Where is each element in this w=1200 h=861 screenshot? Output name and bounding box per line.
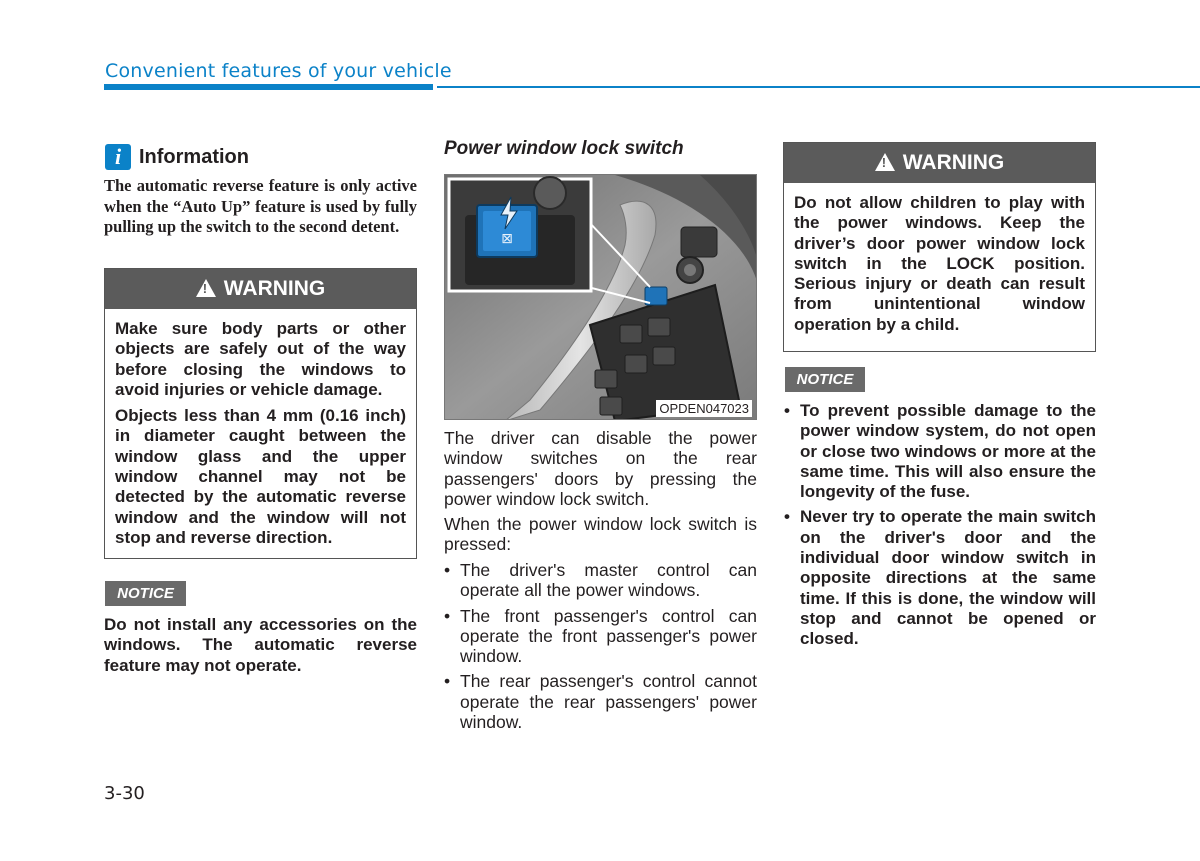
warning-paragraph: Objects less than 4 mm (0.16 inch) in diameter caught between the window glass and the upper window channel may not be detected by the automatic reverse window and the window will not stop and reverse direction. <box>115 406 406 547</box>
notice-bullet-list <box>784 401 1096 655</box>
list-item: • To prevent possible damage to the power window system, do not open or close two windows or more at the same time. This will also ensure the longevity of the fuse. <box>784 401 1096 502</box>
door-panel-illustration <box>445 175 757 420</box>
section-bullet-list <box>444 560 757 737</box>
warning-bar <box>105 269 416 309</box>
notice-text-left: Do not install any accessories on the windows. The automatic reverse feature may not operate. <box>104 615 417 675</box>
header-rule-thin <box>437 86 1200 88</box>
section-paragraph-1: The driver can disable the power window switches on the rear passengers' doors by pressing the power window lock switch. <box>444 428 757 509</box>
list-item: • The rear passenger's control cannot operate the rear passengers' power window. <box>444 671 757 732</box>
information-heading <box>105 144 249 170</box>
warning-body <box>784 183 1095 345</box>
warning-paragraph: Do not allow children to play with the power windows. Keep the driver’s door power window lock switch in the LOCK position. Serious injury or death can result from unintentional window operation by a child. <box>794 193 1085 334</box>
warning-label: WARNING <box>223 277 326 300</box>
power-window-switch-figure <box>444 174 757 420</box>
notice-tag-right: NOTICE <box>785 367 865 392</box>
page-number: 3-30 <box>104 783 145 804</box>
list-item: • Never try to operate the main switch on the driver's door and the individual door window switch in opposite directions at the same time. If this is done, the window will stop and cannot be opened or closed. <box>784 507 1096 649</box>
warning-paragraph: Make sure body parts or other objects are safely out of the way before closing the windows to avoid injuries or vehicle damage. <box>115 319 406 399</box>
warning-label: WARNING <box>902 151 1005 174</box>
information-title: Information <box>139 145 249 168</box>
header-rule-thick <box>104 84 433 90</box>
section-title: Power window lock switch <box>444 138 684 159</box>
section-paragraph-2: When the power window lock switch is pressed: <box>444 514 757 555</box>
page-header-title: Convenient features of your vehicle <box>105 60 452 82</box>
information-text: The automatic reverse feature is only active when the “Auto Up” feature is used by fully pulling up the switch to the second detent. <box>104 176 417 236</box>
list-item: • The front passenger's control can operate the front passenger's power window. <box>444 606 757 667</box>
info-icon: i <box>105 144 131 170</box>
warning-triangle-icon: ! <box>196 279 216 297</box>
warning-bar <box>784 143 1095 183</box>
warning-body <box>105 309 416 558</box>
warning-box-left <box>104 268 417 559</box>
svg-text:⊠: ⊠ <box>501 231 513 247</box>
notice-tag-left: NOTICE <box>105 581 186 606</box>
warning-triangle-icon: ! <box>875 153 895 171</box>
list-item: • The driver's master control can operate all the power windows. <box>444 560 757 601</box>
figure-caption: OPDEN047023 <box>656 400 752 417</box>
warning-box-right <box>783 142 1096 352</box>
